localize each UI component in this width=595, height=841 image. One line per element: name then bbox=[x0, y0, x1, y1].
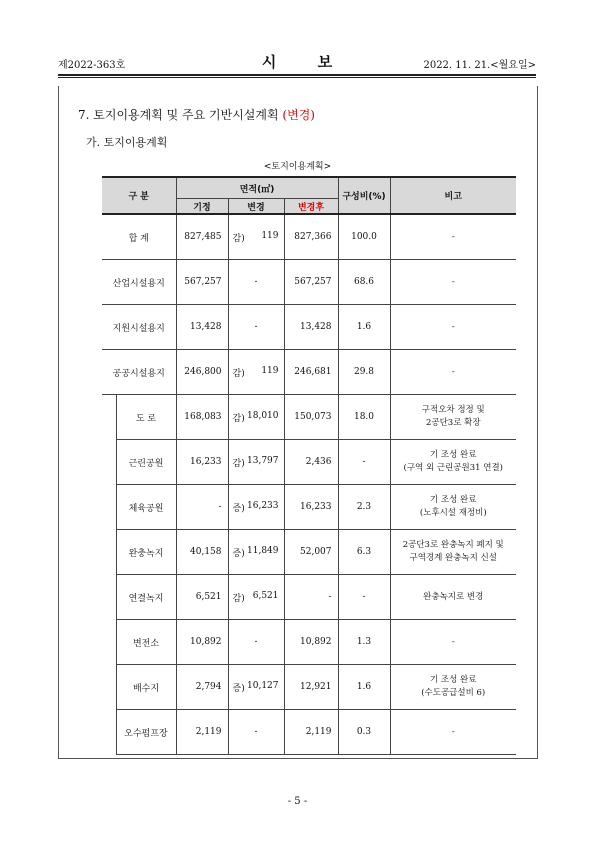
row-name: 완충녹지 bbox=[116, 530, 176, 575]
composition-ratio: 68.6 bbox=[338, 260, 390, 305]
composition-ratio: 100.0 bbox=[338, 214, 390, 260]
composition-ratio: 1.6 bbox=[338, 305, 390, 350]
existing-area: 6,521 bbox=[176, 575, 228, 620]
existing-area: 567,257 bbox=[176, 260, 228, 305]
change-type: 감) bbox=[232, 233, 245, 244]
note: - bbox=[390, 305, 516, 350]
after-area: 246,681 bbox=[284, 350, 338, 395]
header-existing: 기정 bbox=[176, 199, 228, 215]
table-row bbox=[102, 260, 516, 305]
existing-area: 16,233 bbox=[176, 440, 228, 485]
header-category: 구 분 bbox=[102, 177, 176, 214]
row-name: 합 계 bbox=[102, 214, 176, 260]
note: 기 조성 완료 (수도공급설비 6) bbox=[390, 665, 516, 710]
change-area bbox=[228, 395, 284, 440]
change-area bbox=[228, 350, 284, 395]
change-value: 11,849 bbox=[247, 545, 279, 556]
table-row bbox=[102, 710, 516, 755]
after-area: 150,073 bbox=[284, 395, 338, 440]
table-row bbox=[102, 485, 516, 530]
existing-area: 10,892 bbox=[176, 620, 228, 665]
change-type: 감) bbox=[232, 593, 245, 604]
row-name: 연결녹지 bbox=[116, 575, 176, 620]
row-name: 산업시설용지 bbox=[102, 260, 176, 305]
change-value: 6,521 bbox=[252, 590, 279, 601]
change-area bbox=[228, 530, 284, 575]
after-area: 2,119 bbox=[284, 710, 338, 755]
after-area: 567,257 bbox=[284, 260, 338, 305]
composition-ratio: 1.6 bbox=[338, 665, 390, 710]
composition-ratio: - bbox=[338, 440, 390, 485]
header-note: 비고 bbox=[390, 177, 516, 214]
composition-ratio: 29.8 bbox=[338, 350, 390, 395]
header-divider bbox=[58, 74, 536, 78]
table-row bbox=[102, 440, 516, 485]
header-change: 변경 bbox=[228, 199, 284, 215]
subsection-title: 가. 토지이용계획 bbox=[86, 136, 168, 149]
indent-cell bbox=[102, 440, 116, 485]
composition-ratio: 2.3 bbox=[338, 485, 390, 530]
existing-area: 246,800 bbox=[176, 350, 228, 395]
table-row bbox=[102, 305, 516, 350]
change-type: 증) bbox=[232, 548, 245, 559]
existing-area: 2,119 bbox=[176, 710, 228, 755]
note: - bbox=[390, 350, 516, 395]
indent-cell bbox=[102, 485, 116, 530]
composition-ratio: 0.3 bbox=[338, 710, 390, 755]
change-value: 18,010 bbox=[247, 410, 279, 421]
after-area: 827,366 bbox=[284, 214, 338, 260]
change-type: 감) bbox=[232, 458, 245, 469]
note: - bbox=[390, 260, 516, 305]
note: - bbox=[390, 214, 516, 260]
change-area bbox=[228, 485, 284, 530]
existing-area: 827,485 bbox=[176, 214, 228, 260]
change-area bbox=[228, 440, 284, 485]
row-name: 도 로 bbox=[116, 395, 176, 440]
composition-ratio: 6.3 bbox=[338, 530, 390, 575]
header-ratio: 구성비(%) bbox=[338, 177, 390, 214]
indent-cell bbox=[102, 575, 116, 620]
table-row bbox=[102, 395, 516, 440]
composition-ratio: 18.0 bbox=[338, 395, 390, 440]
change-area: - bbox=[228, 620, 284, 665]
after-area: 13,428 bbox=[284, 305, 338, 350]
indent-cell bbox=[102, 620, 116, 665]
header-area: 면적(㎡) bbox=[176, 177, 338, 199]
table-caption: <토지이용계획> bbox=[263, 162, 332, 172]
indent-cell bbox=[102, 530, 116, 575]
row-name: 체육공원 bbox=[116, 485, 176, 530]
after-area: 2,436 bbox=[284, 440, 338, 485]
change-area bbox=[228, 214, 284, 260]
issue-number: 제2022-363호 bbox=[58, 60, 126, 71]
table-row bbox=[102, 665, 516, 710]
indent-cell bbox=[102, 710, 116, 755]
table-body bbox=[102, 214, 516, 755]
section-title-text: 7. 토지이용계획 및 주요 기반시설계획 bbox=[78, 108, 279, 122]
after-area: 52,007 bbox=[284, 530, 338, 575]
row-name: 배수지 bbox=[116, 665, 176, 710]
indent-cell bbox=[102, 665, 116, 710]
after-area: 12,921 bbox=[284, 665, 338, 710]
table-row bbox=[102, 530, 516, 575]
after-area: - bbox=[284, 575, 338, 620]
note: - bbox=[390, 620, 516, 665]
existing-area: - bbox=[176, 485, 228, 530]
note: 기 조성 완료 (구역 외 근린공원31 연결) bbox=[390, 440, 516, 485]
change-value: 10,127 bbox=[247, 680, 279, 691]
note: 완충녹지로 변경 bbox=[390, 575, 516, 620]
composition-ratio: - bbox=[338, 575, 390, 620]
change-type: 감) bbox=[232, 413, 245, 424]
change-area: - bbox=[228, 305, 284, 350]
land-use-table bbox=[102, 176, 516, 755]
document-title: 시 보 bbox=[261, 53, 351, 71]
existing-area: 2,794 bbox=[176, 665, 228, 710]
note: 기 조성 완료 (노후시설 재정비) bbox=[390, 485, 516, 530]
change-area: - bbox=[228, 260, 284, 305]
table-row bbox=[102, 575, 516, 620]
change-type: 증) bbox=[232, 503, 245, 514]
section-title bbox=[78, 106, 315, 123]
row-name: 공공시설용지 bbox=[102, 350, 176, 395]
after-area: 16,233 bbox=[284, 485, 338, 530]
indent-cell bbox=[102, 395, 116, 440]
after-area: 10,892 bbox=[284, 620, 338, 665]
change-area bbox=[228, 665, 284, 710]
change-type: 감) bbox=[232, 368, 245, 379]
change-value: 16,233 bbox=[247, 500, 279, 511]
note: - bbox=[390, 710, 516, 755]
change-area bbox=[228, 575, 284, 620]
row-name: 변전소 bbox=[116, 620, 176, 665]
note: 2공단3로 완충녹지 폐지 및 구역경계 완충녹지 신설 bbox=[390, 530, 516, 575]
table-row bbox=[102, 214, 516, 260]
change-value: 119 bbox=[261, 365, 279, 376]
section-change-tag: (변경) bbox=[282, 108, 315, 122]
composition-ratio: 1.3 bbox=[338, 620, 390, 665]
change-value: 119 bbox=[261, 230, 279, 241]
existing-area: 40,158 bbox=[176, 530, 228, 575]
change-area: - bbox=[228, 710, 284, 755]
table-row bbox=[102, 620, 516, 665]
change-value: 13,797 bbox=[247, 455, 279, 466]
row-name: 지원시설용지 bbox=[102, 305, 176, 350]
row-name: 근린공원 bbox=[116, 440, 176, 485]
table-header-row bbox=[102, 177, 516, 199]
existing-area: 13,428 bbox=[176, 305, 228, 350]
row-name: 오수펌프장 bbox=[116, 710, 176, 755]
table-row bbox=[102, 350, 516, 395]
existing-area: 168,083 bbox=[176, 395, 228, 440]
page-number: - 5 - bbox=[287, 796, 308, 807]
header-after: 변경후 bbox=[284, 199, 338, 215]
note: 구적오차 정정 및 2공단3로 확장 bbox=[390, 395, 516, 440]
change-type: 증) bbox=[232, 683, 245, 694]
issue-date: 2022. 11. 21.<월요일> bbox=[423, 60, 536, 71]
page-header bbox=[58, 50, 536, 72]
